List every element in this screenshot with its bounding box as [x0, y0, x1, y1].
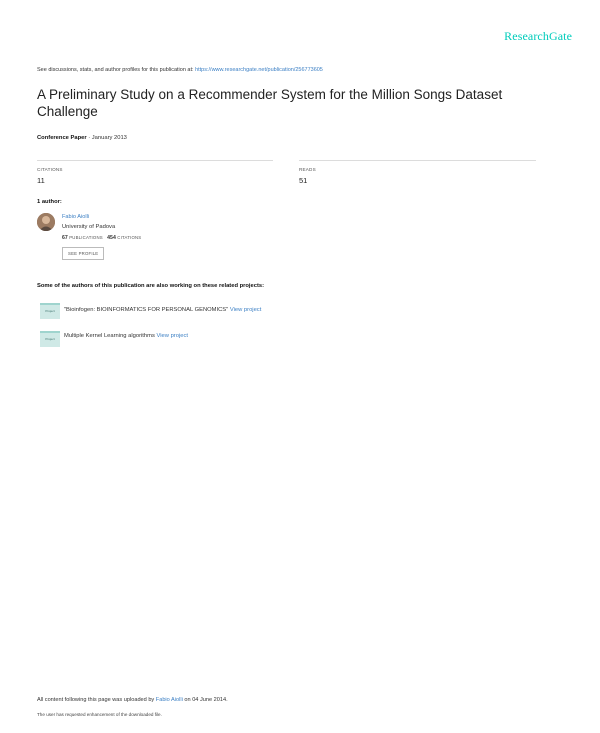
- uploader-link[interactable]: Fabio Aiolli: [155, 697, 183, 703]
- citations-count: 11: [37, 176, 45, 185]
- citations-label: CITATIONS: [37, 167, 63, 172]
- authors-heading: 1 author:: [37, 199, 62, 205]
- upload-prefix: All content following this page was uploaded by: [37, 697, 156, 703]
- reads-label: READS: [299, 167, 316, 172]
- upload-note: [37, 697, 228, 703]
- author-publications-label: PUBLICATIONS: [69, 235, 103, 240]
- researchgate-logo[interactable]: ResearchGate: [504, 29, 572, 43]
- project-icon: Project: [40, 331, 60, 347]
- author-citations-count: 454: [107, 235, 116, 241]
- publication-type: Conference Paper: [37, 135, 87, 141]
- enhancement-note: The user has requested enhancement of the downloaded file.: [37, 712, 162, 717]
- related-project-item: [64, 307, 261, 313]
- project-title: "Bioinfogen: BIOINFORMATICS FOR PERSONAL GENOMICS": [64, 307, 229, 313]
- see-profile-button[interactable]: SEE PROFILE: [62, 247, 104, 260]
- publication-url-link[interactable]: https://www.researchgate.net/publication/256773605: [195, 67, 323, 73]
- upload-suffix: on 04 June 2014.: [182, 697, 228, 703]
- discussion-line: [37, 67, 323, 73]
- project-icon: Project: [40, 303, 60, 319]
- reads-divider: [299, 160, 536, 161]
- author-name-link[interactable]: Fabio Aiolli: [62, 214, 90, 220]
- reads-count: 51: [299, 176, 308, 185]
- discussion-text: See discussions, stats, and author profiles for this publication at:: [37, 67, 196, 73]
- related-projects-heading: Some of the authors of this publication are also working on these related projects:: [37, 283, 265, 289]
- publication-date: · January 2013: [86, 135, 127, 141]
- author-publications-count: 67: [62, 235, 68, 241]
- related-project-item: [64, 333, 188, 339]
- author-affiliation: University of Padova: [62, 224, 116, 230]
- author-photo-icon: [37, 213, 55, 231]
- avatar[interactable]: [37, 213, 55, 231]
- view-project-link[interactable]: View project: [156, 333, 188, 339]
- project-title: Multiple Kernel Learning algorithms: [64, 333, 155, 339]
- publication-type-line: [37, 135, 127, 141]
- view-project-link[interactable]: View project: [229, 307, 262, 313]
- author-stats: [62, 235, 141, 241]
- publication-title: A Preliminary Study on a Recommender System for the Million Songs Dataset Challenge: [37, 87, 503, 119]
- citations-divider: [37, 160, 273, 161]
- author-citations-label: CITATIONS: [117, 235, 142, 240]
